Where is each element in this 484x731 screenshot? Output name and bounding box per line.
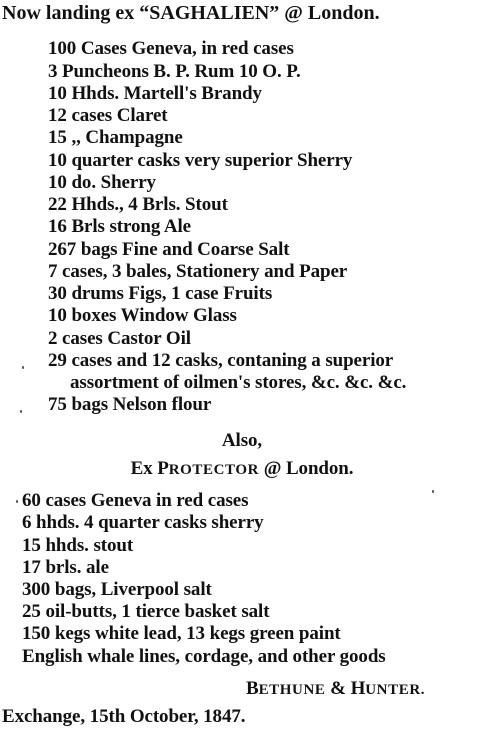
cargo-item: 10 boxes Window Glass — [48, 305, 237, 326]
print-speck — [432, 490, 434, 493]
ship-name-rest: ROTECTOR — [168, 462, 260, 478]
cargo-item: 100 Cases Geneva, in red cases — [48, 38, 294, 59]
cargo-item: 16 Brls strong Ale — [48, 216, 191, 237]
ex-prefix: Ex — [130, 458, 158, 479]
merchant-signature — [246, 678, 425, 701]
signature-name1-initial: B — [246, 678, 259, 699]
cargo-item: 60 cases Geneva in red cases — [22, 490, 249, 511]
cargo-item: 3 Puncheons B. P. Rum 10 O. P. — [48, 61, 301, 82]
signature-name1-rest: ETHUNE — [258, 682, 326, 698]
ex-suffix: @ London. — [259, 458, 354, 479]
signature-name2-initial: H — [350, 678, 366, 699]
date-footer: Exchange, 15th October, 1847. — [2, 706, 246, 727]
cargo-item: 12 cases Claret — [48, 105, 168, 126]
advert-heading: Now landing ex “SAGHALIEN” @ London. — [2, 2, 380, 24]
cargo-item: 267 bags Fine and Coarse Salt — [48, 239, 290, 260]
print-speck — [22, 366, 24, 369]
cargo-item: 2 cases Castor Oil — [48, 328, 191, 349]
cargo-item: 6 hhds. 4 quarter casks sherry — [22, 512, 264, 533]
cargo-item: 75 bags Nelson flour — [48, 394, 212, 415]
also-divider: Also, — [221, 430, 263, 451]
cargo-item: English whale lines, cordage, and other goods — [22, 646, 386, 667]
print-speck — [16, 500, 18, 503]
signature-ampersand: & — [325, 678, 351, 699]
ship-name-initial: P — [157, 458, 169, 479]
cargo-item: 29 cases and 12 casks, contaning a superior — [48, 350, 394, 371]
ex-protector-heading — [0, 458, 484, 481]
cargo-item: 22 Hhds., 4 Brls. Stout — [48, 194, 228, 215]
cargo-item: 10 Hhds. Martell's Brandy — [48, 83, 262, 104]
cargo-item: 17 brls. ale — [22, 557, 109, 578]
cargo-item: 10 do. Sherry — [48, 172, 156, 193]
cargo-item-continuation: assortment of oilmen's stores, &c. &c. &c. — [70, 372, 407, 393]
cargo-item: 10 quarter casks very superior Sherry — [48, 150, 353, 171]
cargo-item: 7 cases, 3 bales, Stationery and Paper — [48, 261, 348, 282]
cargo-item: 15 ,, Champagne — [48, 127, 183, 148]
signature-name2-rest: UNTER. — [365, 682, 426, 698]
cargo-item: 150 kegs white lead, 13 kegs green paint — [22, 623, 341, 644]
cargo-item: 15 hhds. stout — [22, 535, 134, 556]
cargo-item: 25 oil-butts, 1 tierce basket salt — [22, 601, 270, 622]
cargo-item: 30 drums Figs, 1 case Fruits — [48, 283, 273, 304]
print-speck — [20, 410, 22, 413]
cargo-item: 300 bags, Liverpool salt — [22, 579, 212, 600]
